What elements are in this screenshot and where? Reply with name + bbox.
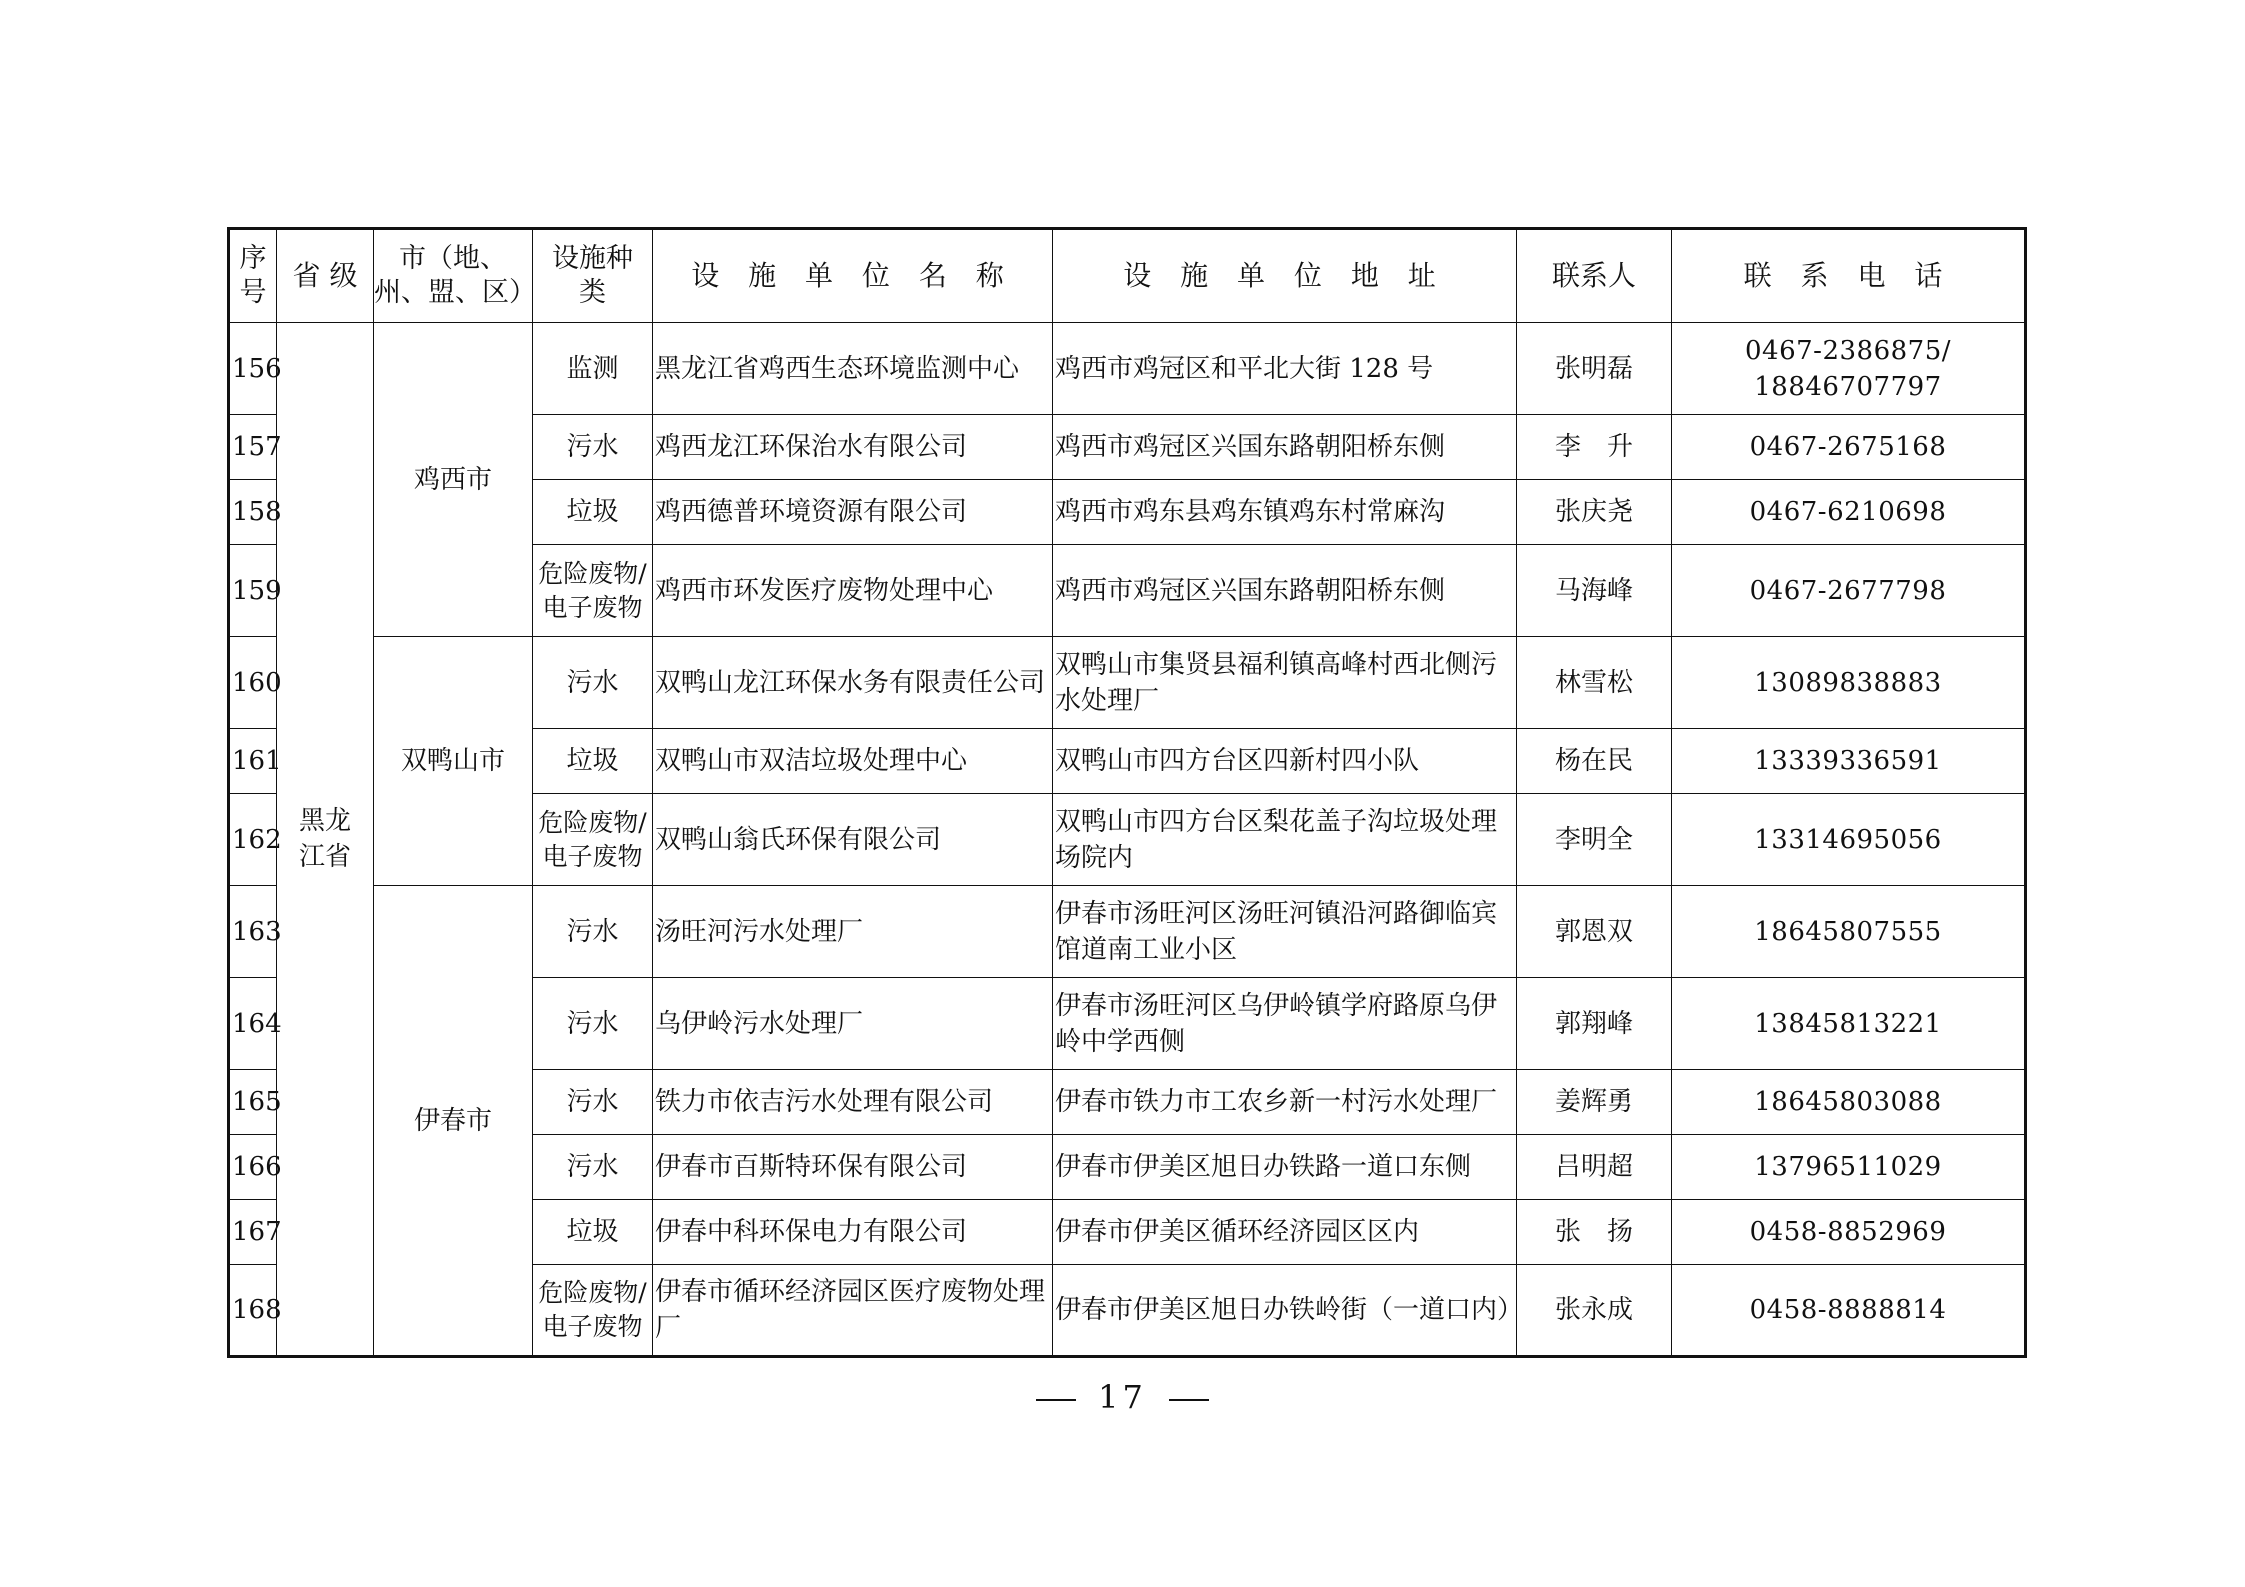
row-type: 监测: [533, 323, 653, 415]
row-address: 伊春市汤旺河区汤旺河镇沿河路御临宾馆道南工业小区: [1053, 886, 1517, 978]
row-type: 危险废物/电子废物: [533, 545, 653, 637]
row-contact: 李明全: [1517, 794, 1672, 886]
row-phone: 13314695056: [1672, 794, 2026, 886]
row-type: 危险废物/电子废物: [533, 1265, 653, 1357]
table-row: [229, 323, 2026, 415]
row-type: 污水: [533, 415, 653, 480]
row-address: 鸡西市鸡东县鸡东镇鸡东村常麻沟: [1053, 480, 1517, 545]
row-contact: 张 扬: [1517, 1200, 1672, 1265]
row-seq: 165: [229, 1070, 277, 1135]
row-type: 污水: [533, 886, 653, 978]
row-address: 双鸭山市集贤县福利镇高峰村西北侧污水处理厂: [1053, 637, 1517, 729]
row-name: 汤旺河污水处理厂: [653, 886, 1053, 978]
row-type: 垃圾: [533, 480, 653, 545]
row-name: 双鸭山市双洁垃圾处理中心: [653, 729, 1053, 794]
row-seq: 163: [229, 886, 277, 978]
page-number-value: 17: [1098, 1378, 1147, 1416]
row-seq: 157: [229, 415, 277, 480]
city-cell-shuangyashan: 双鸭山市: [374, 637, 533, 886]
row-seq: 161: [229, 729, 277, 794]
row-name: 鸡西德普环境资源有限公司: [653, 480, 1053, 545]
row-address: 鸡西市鸡冠区兴国东路朝阳桥东侧: [1053, 545, 1517, 637]
row-phone: 13089838883: [1672, 637, 2026, 729]
row-type: 危险废物/电子废物: [533, 794, 653, 886]
table-row: [229, 886, 2026, 978]
row-contact: 马海峰: [1517, 545, 1672, 637]
header-city: 市（地、州、盟、区）: [374, 229, 533, 323]
header-address: 设 施 单 位 地 址: [1053, 229, 1517, 323]
header-phone: 联 系 电 话: [1672, 229, 2026, 323]
row-phone: 13796511029: [1672, 1135, 2026, 1200]
row-contact: 林雪松: [1517, 637, 1672, 729]
row-name: 双鸭山翁氏环保有限公司: [653, 794, 1053, 886]
row-name: 鸡西市环发医疗废物处理中心: [653, 545, 1053, 637]
header-province: 省 级: [277, 229, 374, 323]
row-phone: 18645803088: [1672, 1070, 2026, 1135]
page-number-dash-left: [1036, 1399, 1076, 1401]
row-address: 鸡西市鸡冠区兴国东路朝阳桥东侧: [1053, 415, 1517, 480]
header-row: [229, 229, 2026, 323]
row-name: 伊春市循环经济园区医疗废物处理厂: [653, 1265, 1053, 1357]
row-name: 黑龙江省鸡西生态环境监测中心: [653, 323, 1053, 415]
row-address: 鸡西市鸡冠区和平北大街 128 号: [1053, 323, 1517, 415]
row-address: 双鸭山市四方台区梨花盖子沟垃圾处理场院内: [1053, 794, 1517, 886]
row-phone: 0458-8888814: [1672, 1265, 2026, 1357]
city-cell-jixi: 鸡西市: [374, 323, 533, 637]
row-contact: 吕明超: [1517, 1135, 1672, 1200]
row-seq: 166: [229, 1135, 277, 1200]
row-name: 伊春市百斯特环保有限公司: [653, 1135, 1053, 1200]
row-address: 伊春市伊美区循环经济园区区内: [1053, 1200, 1517, 1265]
row-address: 双鸭山市四方台区四新村四小队: [1053, 729, 1517, 794]
row-type: 垃圾: [533, 729, 653, 794]
row-name: 乌伊岭污水处理厂: [653, 978, 1053, 1070]
row-phone: 13845813221: [1672, 978, 2026, 1070]
row-seq: 160: [229, 637, 277, 729]
province-cell: [277, 323, 374, 1357]
facility-table: [227, 227, 2027, 1358]
row-name: 铁力市依吉污水处理有限公司: [653, 1070, 1053, 1135]
row-address: 伊春市铁力市工农乡新一村污水处理厂: [1053, 1070, 1517, 1135]
row-contact: 张明磊: [1517, 323, 1672, 415]
page-number-dash-right: [1169, 1399, 1209, 1401]
row-type: 垃圾: [533, 1200, 653, 1265]
row-seq: 167: [229, 1200, 277, 1265]
table-row: [229, 637, 2026, 729]
row-contact: 张永成: [1517, 1265, 1672, 1357]
row-type: 污水: [533, 1135, 653, 1200]
row-phone: 0467-2677798: [1672, 545, 2026, 637]
row-name: 鸡西龙江环保治水有限公司: [653, 415, 1053, 480]
row-phone: 0458-8852969: [1672, 1200, 2026, 1265]
row-phone: 0467-6210698: [1672, 480, 2026, 545]
row-seq: 168: [229, 1265, 277, 1357]
row-seq: 159: [229, 545, 277, 637]
row-phone: 18645807555: [1672, 886, 2026, 978]
row-contact: 郭翔峰: [1517, 978, 1672, 1070]
row-contact: 张庆尧: [1517, 480, 1672, 545]
row-contact: 郭恩双: [1517, 886, 1672, 978]
header-type: 设施种类: [533, 229, 653, 323]
header-contact: 联系人: [1517, 229, 1672, 323]
row-type: 污水: [533, 637, 653, 729]
row-phone: 0467-2675168: [1672, 415, 2026, 480]
row-seq: 162: [229, 794, 277, 886]
row-contact: 李 升: [1517, 415, 1672, 480]
row-seq: 158: [229, 480, 277, 545]
header-seq: 序号: [229, 229, 277, 323]
row-seq: 156: [229, 323, 277, 415]
row-type: 污水: [533, 978, 653, 1070]
header-name: 设 施 单 位 名 称: [653, 229, 1053, 323]
row-address: 伊春市伊美区旭日办铁路一道口东侧: [1053, 1135, 1517, 1200]
row-address: 伊春市汤旺河区乌伊岭镇学府路原乌伊岭中学西侧: [1053, 978, 1517, 1070]
row-contact: 姜辉勇: [1517, 1070, 1672, 1135]
row-name: 伊春中科环保电力有限公司: [653, 1200, 1053, 1265]
row-seq: 164: [229, 978, 277, 1070]
row-type: 污水: [533, 1070, 653, 1135]
row-phone: 0467-2386875/ 18846707797: [1672, 323, 2026, 415]
row-phone: 13339336591: [1672, 729, 2026, 794]
city-cell-yichun: 伊春市: [374, 886, 533, 1357]
facility-table-page: [227, 227, 2024, 1358]
row-contact: 杨在民: [1517, 729, 1672, 794]
province-name: 黑龙江省: [298, 806, 351, 872]
row-address: 伊春市伊美区旭日办铁岭街（一道口内）: [1053, 1265, 1517, 1357]
row-name: 双鸭山龙江环保水务有限责任公司: [653, 637, 1053, 729]
page-number: [0, 1378, 2245, 1416]
